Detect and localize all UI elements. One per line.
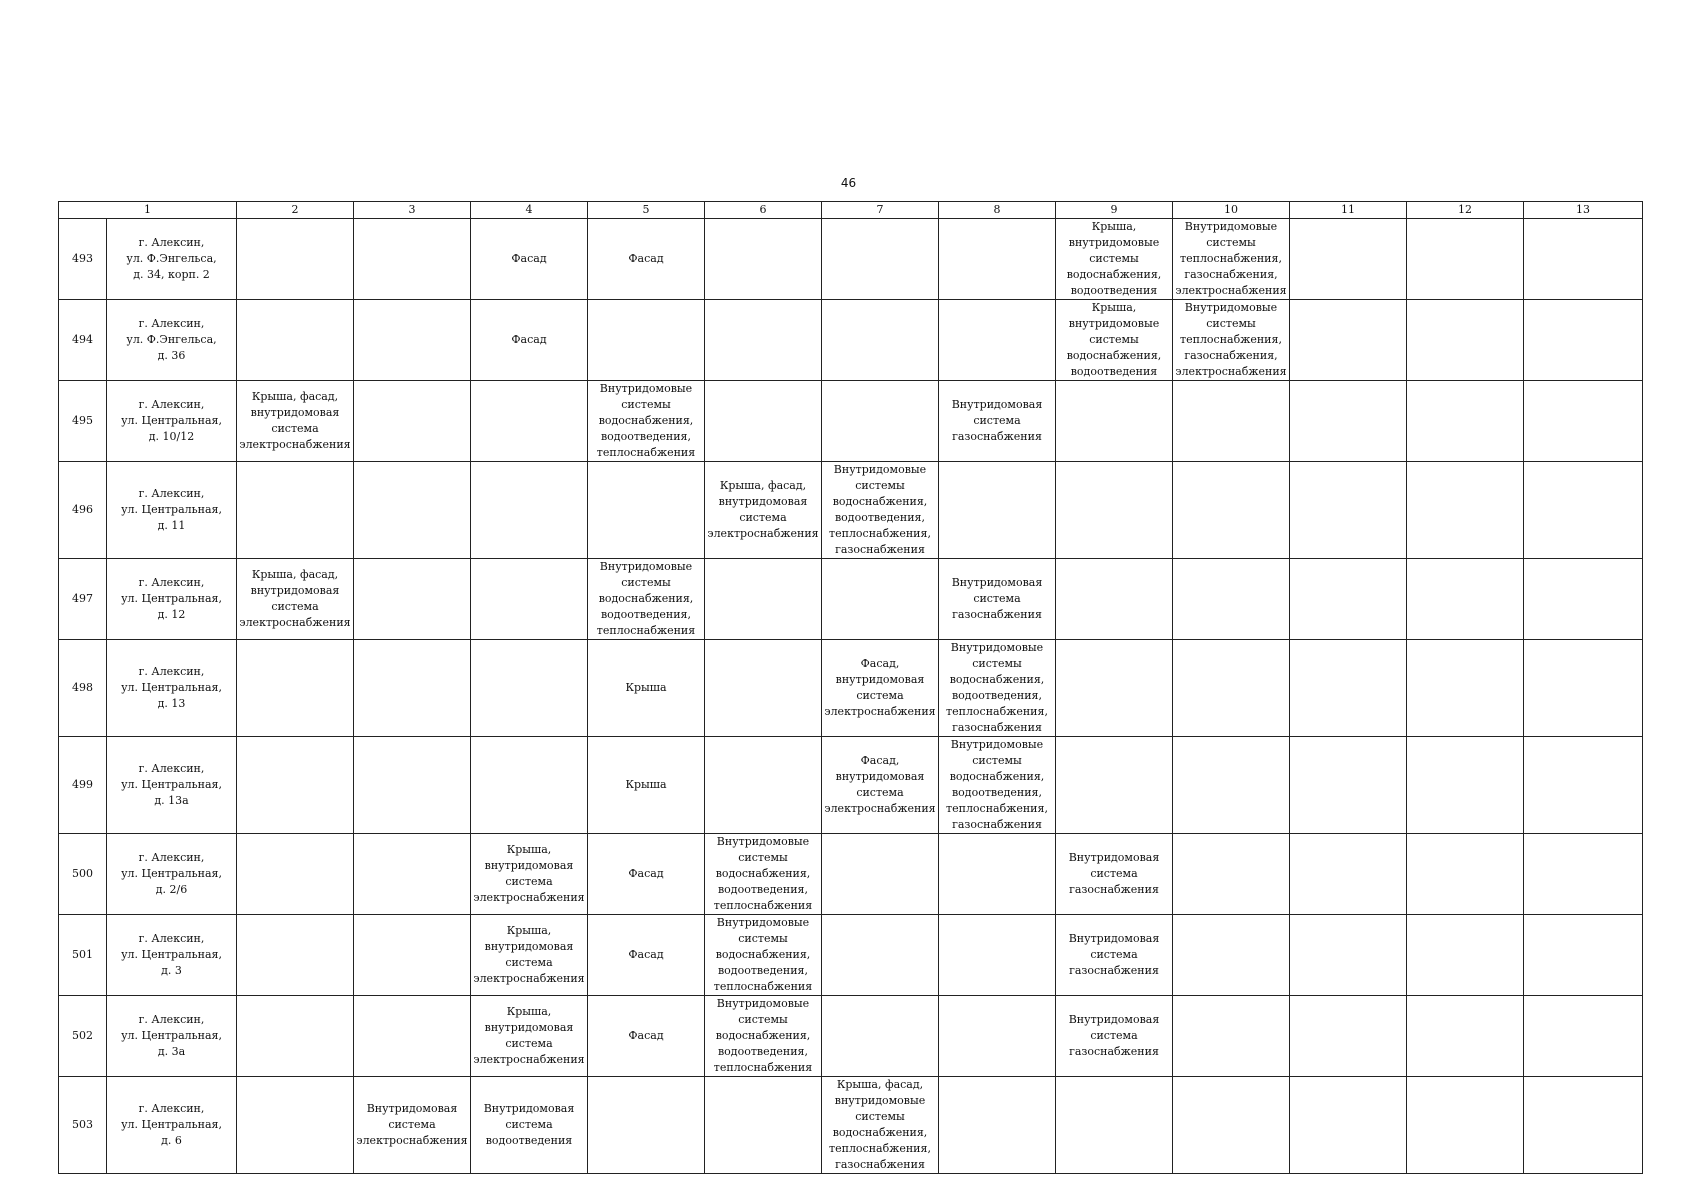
- work-cell-col-4: [471, 737, 588, 834]
- work-cell-col-5: [588, 559, 705, 640]
- column-header: 4: [471, 202, 588, 219]
- work-text: Внутридомовая система газоснабжения: [951, 398, 1043, 443]
- table-row: [59, 996, 1643, 1077]
- work-cell-col-7: [822, 996, 939, 1077]
- address-text: г. Алексин, ул. Центральная, д. 12: [121, 576, 222, 621]
- work-text: Крыша, внутридомовая система электроснабжения: [473, 924, 585, 985]
- work-cell-col-10: [1173, 915, 1290, 996]
- table-row: [59, 381, 1643, 462]
- work-cell-col-10: [1173, 1077, 1290, 1174]
- work-cell-col-2: [237, 300, 354, 381]
- row-number-cell: 502: [59, 996, 107, 1077]
- work-text: Крыша: [625, 778, 667, 791]
- work-text: Внутридомовые системы водоснабжения, водоотведения, теплоснабжения: [596, 560, 696, 637]
- column-header: 3: [354, 202, 471, 219]
- work-cell-col-4: [471, 996, 588, 1077]
- column-header: 1: [59, 202, 237, 219]
- work-cell-col-2: [237, 737, 354, 834]
- work-cell-col-13: [1524, 996, 1643, 1077]
- table-row: [59, 559, 1643, 640]
- row-number-cell: 494: [59, 300, 107, 381]
- work-cell-col-2: [237, 996, 354, 1077]
- work-cell-col-12: [1407, 559, 1524, 640]
- work-text: Внутридомовая система водоотведения: [483, 1102, 575, 1147]
- work-cell-col-4: [471, 915, 588, 996]
- address-cell: [107, 300, 237, 381]
- work-cell-col-4: [471, 1077, 588, 1174]
- work-cell-col-11: [1290, 737, 1407, 834]
- work-cell-col-12: [1407, 1077, 1524, 1174]
- work-cell-col-3: [354, 915, 471, 996]
- work-cell-col-11: [1290, 915, 1407, 996]
- address-cell: [107, 737, 237, 834]
- work-cell-col-9: [1056, 1077, 1173, 1174]
- work-cell-col-10: [1173, 300, 1290, 381]
- address-text: г. Алексин, ул. Центральная, д. 3а: [121, 1013, 222, 1058]
- work-cell-col-9: [1056, 737, 1173, 834]
- work-text: Крыша, внутридомовые системы водоснабжения, водоотведения: [1066, 301, 1162, 378]
- work-cell-col-2: [237, 462, 354, 559]
- work-cell-col-5: [588, 737, 705, 834]
- work-cell-col-7: [822, 219, 939, 300]
- work-cell-col-11: [1290, 1077, 1407, 1174]
- work-text: Внутридомовые системы водоснабжения, водоотведения, теплоснабжения, газоснабжения: [946, 738, 1048, 831]
- work-cell-col-5: [588, 219, 705, 300]
- work-cell-col-6: [705, 462, 822, 559]
- address-cell: [107, 559, 237, 640]
- work-text: Фасад: [628, 867, 664, 880]
- work-cell-col-13: [1524, 737, 1643, 834]
- work-cell-col-7: [822, 462, 939, 559]
- column-header: 8: [939, 202, 1056, 219]
- work-cell-col-3: [354, 462, 471, 559]
- work-cell-col-7: [822, 915, 939, 996]
- work-cell-col-6: [705, 915, 822, 996]
- work-text: Внутридомовая система газоснабжения: [1068, 851, 1160, 896]
- work-cell-col-4: [471, 300, 588, 381]
- work-cell-col-2: [237, 1077, 354, 1174]
- address-cell: [107, 462, 237, 559]
- address-cell: [107, 219, 237, 300]
- work-cell-col-10: [1173, 834, 1290, 915]
- work-cell-col-3: [354, 640, 471, 737]
- work-cell-col-5: [588, 300, 705, 381]
- work-cell-col-7: [822, 834, 939, 915]
- work-cell-col-8: [939, 300, 1056, 381]
- work-text: Фасад: [511, 252, 547, 265]
- work-text: Внутридомовые системы водоснабжения, водоотведения, теплоснабжения: [713, 835, 813, 912]
- work-cell-col-4: [471, 640, 588, 737]
- column-header: 11: [1290, 202, 1407, 219]
- work-cell-col-3: [354, 996, 471, 1077]
- work-cell-col-10: [1173, 996, 1290, 1077]
- work-cell-col-2: [237, 219, 354, 300]
- row-number-cell: 499: [59, 737, 107, 834]
- table-row: [59, 640, 1643, 737]
- work-cell-col-8: [939, 640, 1056, 737]
- work-cell-col-8: [939, 1077, 1056, 1174]
- work-text: Фасад: [628, 1029, 664, 1042]
- work-cell-col-13: [1524, 381, 1643, 462]
- work-text: Внутридомовые системы водоснабжения, водоотведения, теплоснабжения: [713, 916, 813, 993]
- address-text: г. Алексин, ул. Центральная, д. 6: [121, 1102, 222, 1147]
- work-text: Крыша: [625, 681, 667, 694]
- work-cell-col-11: [1290, 559, 1407, 640]
- page-number: 46: [840, 176, 857, 190]
- work-cell-col-3: [354, 300, 471, 381]
- work-cell-col-3: [354, 559, 471, 640]
- address-cell: [107, 834, 237, 915]
- work-cell-col-7: [822, 300, 939, 381]
- work-text: Крыша, внутридомовые системы водоснабжения, водоотведения: [1066, 220, 1162, 297]
- work-cell-col-4: [471, 834, 588, 915]
- work-cell-col-13: [1524, 915, 1643, 996]
- row-number-cell: 497: [59, 559, 107, 640]
- work-text: Внутридомовые системы теплоснабжения, газоснабжения, электроснабжения: [1175, 301, 1287, 378]
- work-cell-col-5: [588, 381, 705, 462]
- work-cell-col-10: [1173, 219, 1290, 300]
- work-cell-col-7: [822, 559, 939, 640]
- work-cell-col-2: [237, 640, 354, 737]
- work-cell-col-9: [1056, 834, 1173, 915]
- work-cell-col-12: [1407, 834, 1524, 915]
- table-body: [59, 219, 1643, 1174]
- work-cell-col-8: [939, 381, 1056, 462]
- work-cell-col-13: [1524, 219, 1643, 300]
- work-text: Внутридомовые системы водоснабжения, водоотведения, теплоснабжения: [713, 997, 813, 1074]
- work-cell-col-8: [939, 462, 1056, 559]
- work-cell-col-11: [1290, 640, 1407, 737]
- work-text: Крыша, фасад, внутридомовая система электроснабжения: [707, 479, 819, 540]
- table-row: [59, 462, 1643, 559]
- work-cell-col-3: [354, 834, 471, 915]
- work-cell-col-2: [237, 559, 354, 640]
- work-text: Фасад, внутридомовая система электроснабжения: [824, 657, 936, 718]
- row-number-cell: 493: [59, 219, 107, 300]
- column-header: 7: [822, 202, 939, 219]
- address-cell: [107, 1077, 237, 1174]
- work-text: Фасад: [511, 333, 547, 346]
- address-cell: [107, 996, 237, 1077]
- column-header: 9: [1056, 202, 1173, 219]
- column-header: 10: [1173, 202, 1290, 219]
- row-number-cell: 503: [59, 1077, 107, 1174]
- work-cell-col-3: [354, 1077, 471, 1174]
- work-cell-col-8: [939, 915, 1056, 996]
- work-text: Крыша, внутридомовая система электроснабжения: [473, 1005, 585, 1066]
- work-cell-col-6: [705, 996, 822, 1077]
- work-text: Внутридомовая система электроснабжения: [356, 1102, 468, 1147]
- work-cell-col-11: [1290, 834, 1407, 915]
- work-cell-col-12: [1407, 462, 1524, 559]
- work-text: Крыша, фасад, внутридомовая система электроснабжения: [239, 568, 351, 629]
- work-cell-col-4: [471, 381, 588, 462]
- address-text: г. Алексин, ул. Ф.Энгельса, д. 36: [126, 317, 217, 362]
- work-cell-col-7: [822, 737, 939, 834]
- work-cell-col-9: [1056, 219, 1173, 300]
- work-cell-col-11: [1290, 462, 1407, 559]
- work-cell-col-7: [822, 381, 939, 462]
- work-cell-col-8: [939, 996, 1056, 1077]
- row-number-cell: 500: [59, 834, 107, 915]
- address-text: г. Алексин, ул. Центральная, д. 13а: [121, 762, 222, 807]
- header-row: [59, 202, 1643, 219]
- work-cell-col-5: [588, 462, 705, 559]
- work-cell-col-7: [822, 640, 939, 737]
- work-cell-col-11: [1290, 996, 1407, 1077]
- work-cell-col-6: [705, 834, 822, 915]
- work-cell-col-11: [1290, 219, 1407, 300]
- work-cell-col-10: [1173, 640, 1290, 737]
- table-row: [59, 300, 1643, 381]
- work-cell-col-6: [705, 219, 822, 300]
- work-cell-col-10: [1173, 559, 1290, 640]
- table-row: [59, 219, 1643, 300]
- work-cell-col-9: [1056, 640, 1173, 737]
- work-text: Внутридомовые системы водоснабжения, водоотведения, теплоснабжения: [596, 382, 696, 459]
- column-header: 13: [1524, 202, 1643, 219]
- row-number-cell: 495: [59, 381, 107, 462]
- work-text: Внутридомовая система газоснабжения: [1068, 932, 1160, 977]
- work-text: Внутридомовая система газоснабжения: [1068, 1013, 1160, 1058]
- column-header: 2: [237, 202, 354, 219]
- work-text: Внутридомовые системы теплоснабжения, газоснабжения, электроснабжения: [1175, 220, 1287, 297]
- address-cell: [107, 381, 237, 462]
- work-cell-col-9: [1056, 381, 1173, 462]
- repair-schedule-table: [58, 201, 1643, 1174]
- table-row: [59, 915, 1643, 996]
- work-cell-col-12: [1407, 996, 1524, 1077]
- address-text: г. Алексин, ул. Центральная, д. 10/12: [121, 398, 222, 443]
- work-cell-col-5: [588, 915, 705, 996]
- work-cell-col-8: [939, 737, 1056, 834]
- work-cell-col-9: [1056, 559, 1173, 640]
- work-cell-col-12: [1407, 640, 1524, 737]
- work-cell-col-10: [1173, 737, 1290, 834]
- work-cell-col-11: [1290, 381, 1407, 462]
- work-cell-col-3: [354, 381, 471, 462]
- work-text: Внутридомовая система газоснабжения: [951, 576, 1043, 621]
- work-cell-col-9: [1056, 996, 1173, 1077]
- work-cell-col-12: [1407, 915, 1524, 996]
- table-header: [59, 202, 1643, 219]
- work-cell-col-5: [588, 834, 705, 915]
- work-cell-col-2: [237, 381, 354, 462]
- work-text: Внутридомовые системы водоснабжения, водоотведения, теплоснабжения, газоснабжения: [829, 463, 931, 556]
- column-header: 6: [705, 202, 822, 219]
- work-cell-col-2: [237, 915, 354, 996]
- work-cell-col-5: [588, 640, 705, 737]
- work-text: Внутридомовые системы водоснабжения, водоотведения, теплоснабжения, газоснабжения: [946, 641, 1048, 734]
- address-text: г. Алексин, ул. Центральная, д. 11: [121, 487, 222, 532]
- work-text: Крыша, фасад, внутридомовые системы водоснабжения, теплоснабжения, газоснабжения: [829, 1078, 931, 1171]
- work-cell-col-13: [1524, 1077, 1643, 1174]
- address-text: г. Алексин, ул. Центральная, д. 13: [121, 665, 222, 710]
- work-cell-col-9: [1056, 462, 1173, 559]
- work-text: Крыша, внутридомовая система электроснабжения: [473, 843, 585, 904]
- work-cell-col-6: [705, 300, 822, 381]
- work-cell-col-5: [588, 1077, 705, 1174]
- table-row: [59, 1077, 1643, 1174]
- address-cell: [107, 915, 237, 996]
- work-cell-col-7: [822, 1077, 939, 1174]
- work-cell-col-10: [1173, 462, 1290, 559]
- work-cell-col-8: [939, 559, 1056, 640]
- work-cell-col-4: [471, 559, 588, 640]
- work-cell-col-11: [1290, 300, 1407, 381]
- work-cell-col-9: [1056, 915, 1173, 996]
- address-text: г. Алексин, ул. Ф.Энгельса, д. 34, корп. 2: [126, 236, 217, 281]
- work-cell-col-12: [1407, 219, 1524, 300]
- work-cell-col-6: [705, 737, 822, 834]
- table-row: [59, 737, 1643, 834]
- work-cell-col-8: [939, 219, 1056, 300]
- work-text: Фасад, внутридомовая система электроснабжения: [824, 754, 936, 815]
- work-cell-col-12: [1407, 737, 1524, 834]
- work-cell-col-5: [588, 996, 705, 1077]
- work-cell-col-6: [705, 559, 822, 640]
- column-header: 5: [588, 202, 705, 219]
- work-cell-col-13: [1524, 640, 1643, 737]
- work-cell-col-4: [471, 462, 588, 559]
- work-cell-col-6: [705, 381, 822, 462]
- work-cell-col-13: [1524, 834, 1643, 915]
- address-text: г. Алексин, ул. Центральная, д. 3: [121, 932, 222, 977]
- work-text: Фасад: [628, 252, 664, 265]
- work-cell-col-10: [1173, 381, 1290, 462]
- row-number-cell: 498: [59, 640, 107, 737]
- row-number-cell: 496: [59, 462, 107, 559]
- column-header: 12: [1407, 202, 1524, 219]
- work-text: Фасад: [628, 948, 664, 961]
- work-cell-col-13: [1524, 300, 1643, 381]
- work-cell-col-6: [705, 1077, 822, 1174]
- work-text: Крыша, фасад, внутридомовая система электроснабжения: [239, 390, 351, 451]
- work-cell-col-8: [939, 834, 1056, 915]
- address-text: г. Алексин, ул. Центральная, д. 2/6: [121, 851, 222, 896]
- work-cell-col-12: [1407, 300, 1524, 381]
- work-cell-col-13: [1524, 462, 1643, 559]
- work-cell-col-13: [1524, 559, 1643, 640]
- work-cell-col-6: [705, 640, 822, 737]
- work-cell-col-4: [471, 219, 588, 300]
- work-cell-col-3: [354, 219, 471, 300]
- work-cell-col-3: [354, 737, 471, 834]
- work-cell-col-12: [1407, 381, 1524, 462]
- work-cell-col-2: [237, 834, 354, 915]
- table-row: [59, 834, 1643, 915]
- address-cell: [107, 640, 237, 737]
- work-cell-col-9: [1056, 300, 1173, 381]
- row-number-cell: 501: [59, 915, 107, 996]
